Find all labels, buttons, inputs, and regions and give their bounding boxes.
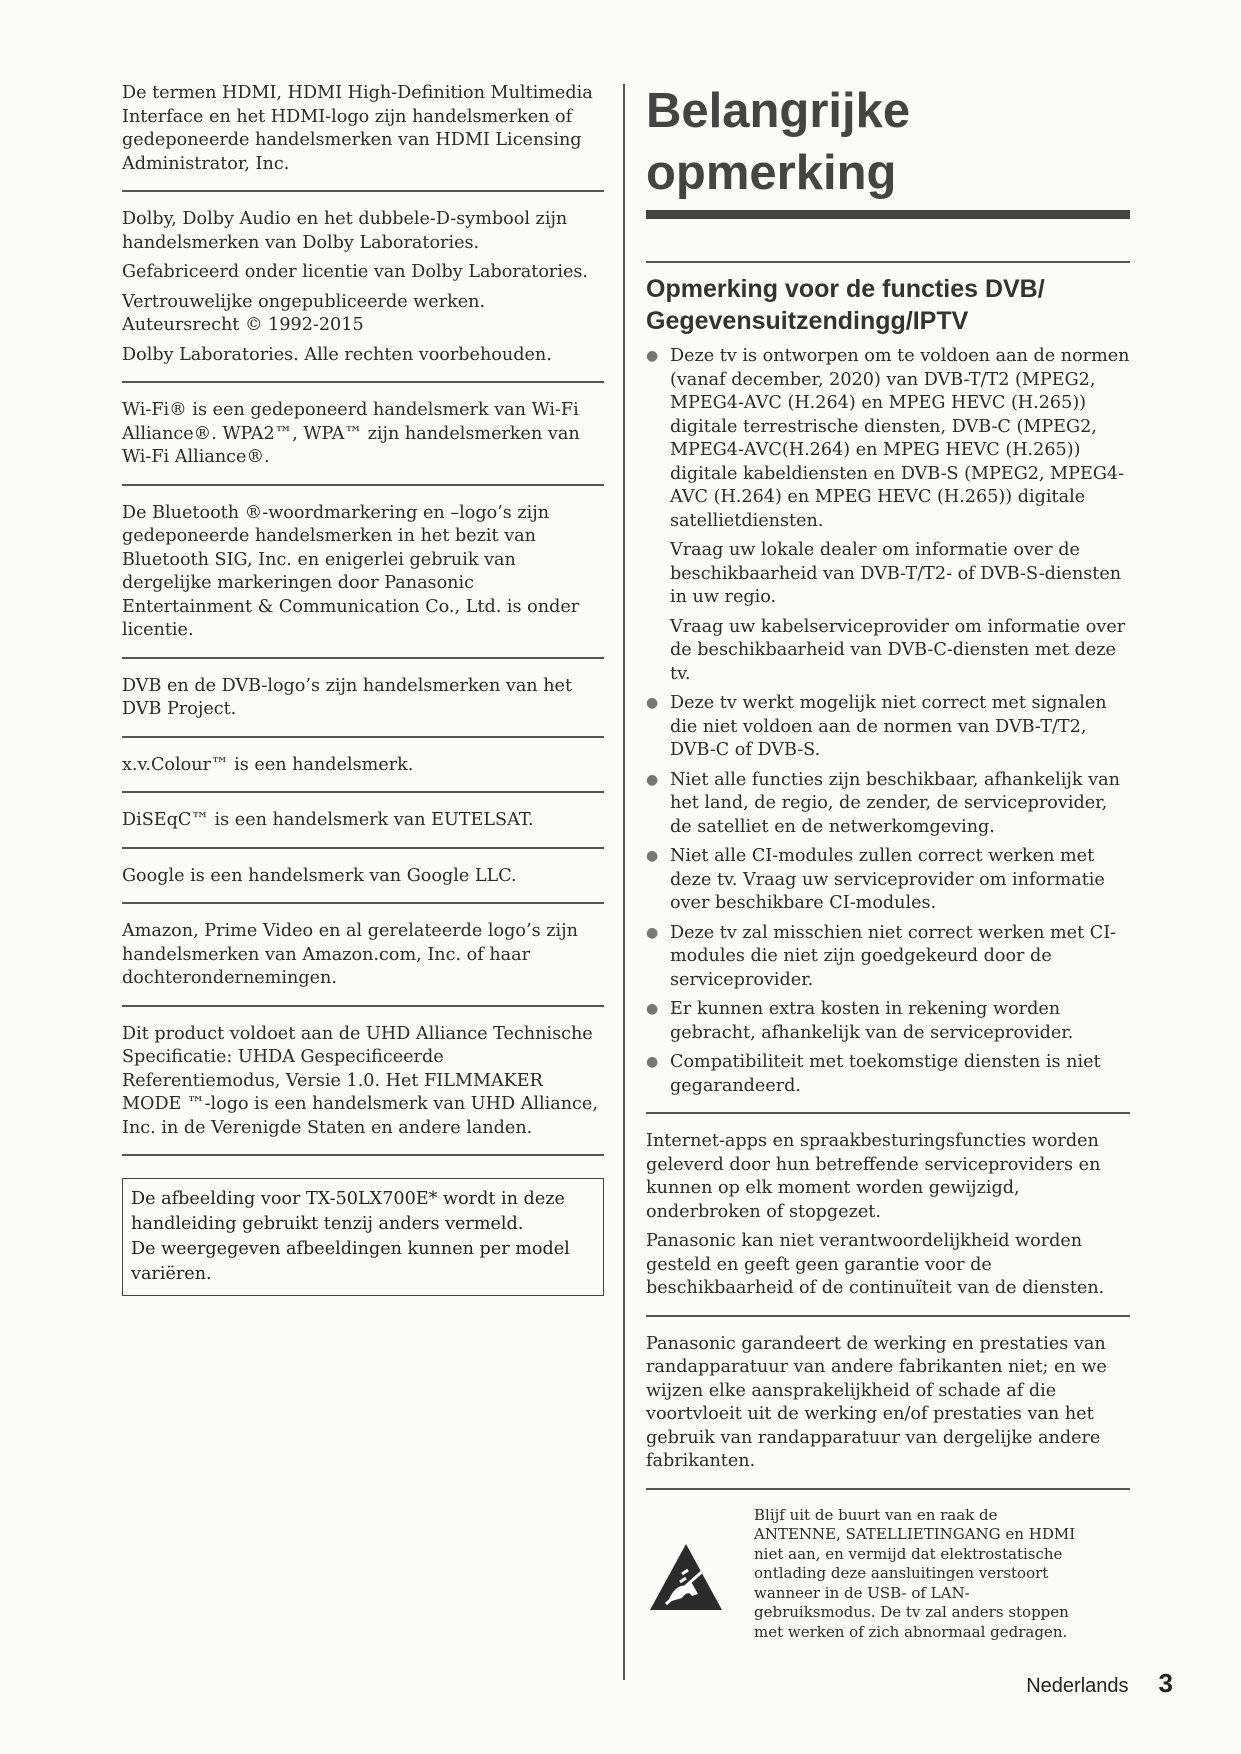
page-title-line: opmerking: [646, 146, 897, 200]
image-notice-box: [122, 1178, 604, 1296]
esd-warning-text: Blijf uit de buurt van en raak de ANTENNE, SATELLIETINGANG en HDMI niet aan, en vermijd dat elektrostatische ontlading deze aansluitingen verstoort wanneer in de USB- of LAN-gebruiksmodus. De tv zal anders stoppen met werken of zich abnormaal gedragen.: [754, 1505, 1076, 1641]
notes-column: [646, 82, 1130, 1642]
section-title: [646, 273, 1130, 337]
trademark-dolby: [122, 208, 604, 367]
trademark-google: [122, 865, 604, 889]
warranty-note: [646, 1333, 1130, 1474]
title-underline-bar: [646, 210, 1130, 219]
bullet-icon: ●: [646, 348, 659, 364]
list-item-text: Deze tv zal misschien niet correct werken met CI-modules die niet zijn goedgekeurd door de serviceprovider.: [670, 922, 1117, 990]
divider: [122, 657, 604, 659]
section-title-line: Gegevensuitzendingg/IPTV: [646, 307, 969, 335]
section-title-line: Opmerking voor de functies DVB/: [646, 275, 1045, 303]
list-item-text: Er kunnen extra kosten in rekening worden gebracht, afhankelijk van de serviceprovider.: [670, 999, 1074, 1043]
bullet-icon: ●: [646, 848, 659, 864]
bullet-icon: ●: [646, 1001, 659, 1017]
trademark-text: Vertrouwelijke ongepubliceerde werken. Auteursrecht © 1992-2015: [122, 291, 486, 335]
divider: [122, 791, 604, 793]
trademark-text: DVB en de DVB-logo’s zijn handelsmerken van het DVB Project.: [122, 675, 573, 719]
note-text: Internet-apps en spraakbesturingsfuncties worden geleverd door hun betreffende serviceproviders en kunnen op elk moment worden gewijzigd, onderbroken of stopgezet.: [646, 1131, 1101, 1222]
trademark-text: Dolby, Dolby Audio en het dubbele-D-symbool zijn handelsmerken van Dolby Laboratories.: [122, 209, 568, 253]
list-item-text: Niet alle CI-modules zullen correct werken met deze tv. Vraag uw serviceprovider om informatie over beschikbare CI-modules.: [670, 846, 1105, 913]
page-number: 3: [1158, 1668, 1173, 1698]
page-title-line: Belangrijke: [646, 84, 911, 138]
trademark-xvcolour: [122, 754, 604, 778]
trademark-text: Dit product voldoet aan de UHD Alliance Technische Specificatie: UHDA Gespecificeerde Referentiemodus, Versie 1.0. Het FILMMAKER MODE ™-logo is een handelsmerk van UHD Alliance, Inc. in de Verenigde Staten en andere landen.: [122, 1023, 598, 1138]
divider: [122, 1154, 604, 1156]
list-item-text: Niet alle functies zijn beschikbaar, afhankelijk van het land, de regio, de zender, de serviceprovider, de satelliet en de netwerkomgeving.: [670, 769, 1120, 837]
internet-apps-note: [646, 1130, 1130, 1301]
page-footer: [1026, 1668, 1173, 1699]
divider: [122, 847, 604, 849]
list-item-text: Deze tv is ontworpen om te voldoen aan de normen (vanaf december, 2020) van DVB-T/T2 (MPEG2, MPEG4-AVC (H.264) en MPEG HEVC (H.265)) digitale terrestrische diensten, DVB-C (MPEG2, MPEG4-AVC(H.264) en MPEG HEVC (H.265)) digitale kabeldiensten en DVB-S (MPEG2, MPEG4-AVC (H.264) en MPEG HEVC (H.265)) digitale satellietdiensten.: [670, 346, 1130, 531]
divider: [122, 190, 604, 192]
list-item: [646, 998, 1130, 1045]
trademark-uhd-alliance: [122, 1023, 604, 1141]
trademark-column: [122, 82, 604, 1296]
trademark-text: De termen HDMI, HDMI High-Definition Multimedia Interface en het HDMI-logo zijn handelsmerken of gedeponeerde handelsmerken van HDMI Licensing Administrator, Inc.: [122, 83, 593, 174]
sub-paragraph: Vraag uw kabelserviceprovider om informatie over de beschikbaarheid van DVB-C-diensten met deze tv.: [670, 616, 1126, 684]
list-item: [646, 345, 1130, 533]
divider: [646, 261, 1130, 263]
divider: [646, 1488, 1130, 1490]
footer-language: Nederlands: [1026, 1675, 1129, 1697]
trademark-text: Dolby Laboratories. Alle rechten voorbehouden.: [122, 344, 552, 365]
list-item: [646, 692, 1130, 763]
trademark-text: DiSEqC™ is een handelsmerk van EUTELSAT.: [122, 810, 534, 830]
column-divider: [623, 84, 625, 1680]
trademark-text: Amazon, Prime Video en al gerelateerde logo’s zijn handelsmerken van Amazon.com, Inc. of haar dochterondernemingen.: [122, 921, 578, 988]
trademark-text: Google is een handelsmerk van Google LLC.: [122, 865, 517, 886]
divider: [122, 484, 604, 486]
trademark-wifi: [122, 399, 604, 470]
divider: [122, 1005, 604, 1007]
list-item-text: Deze tv werkt mogelijk niet correct met signalen die niet voldoen aan de normen van DVB-T/T2, DVB-C of DVB-S.: [670, 693, 1107, 760]
divider: [122, 381, 604, 383]
trademark-text: De Bluetooth ®-woordmarkering en –logo’s zijn gedeponeerde handelsmerken in het bezit van Bluetooth SIG, Inc. en enigerlei gebruik van dergelijke markeringen door Panasonic Entertainment & Communication Co., Ltd. is onder licentie.: [122, 502, 580, 640]
list-item: [646, 769, 1130, 840]
dvb-notes-list-continued: [646, 692, 1130, 1098]
bullet-icon: ●: [646, 695, 659, 711]
note-text: Panasonic kan niet verantwoordelijkheid worden gesteld en geeft geen garantie voor de beschikbaarheid of de continuïteit van de diensten.: [646, 1231, 1105, 1298]
trademark-dvb: [122, 675, 604, 722]
trademark-amazon: [122, 920, 604, 991]
trademark-text: x.v.Colour™ is een handelsmerk.: [122, 754, 414, 775]
list-item: [646, 845, 1130, 916]
list-item: [646, 922, 1130, 993]
trademark-text: Gefabriceerd onder licentie van Dolby Laboratories.: [122, 262, 588, 282]
esd-warning-icon: [646, 1538, 726, 1618]
bullet-icon: ●: [646, 771, 659, 788]
divider: [122, 902, 604, 904]
divider: [646, 1112, 1130, 1114]
page-title: [646, 80, 1130, 204]
dvb-notes-list: [646, 345, 1130, 533]
notice-text: De afbeelding voor TX-50LX700E* wordt in deze handleiding gebruikt tenzij anders vermeld.: [131, 1189, 565, 1234]
trademark-bluetooth: [122, 502, 604, 643]
trademark-text: Wi-Fi® is een gedeponeerd handelsmerk van Wi-Fi Alliance®. WPA2™, WPA™ zijn handelsmerken van Wi-Fi Alliance®.: [122, 400, 580, 467]
divider: [122, 736, 604, 738]
bullet-icon: ●: [646, 1054, 659, 1070]
list-item-text: Compatibiliteit met toekomstige diensten is niet gegarandeerd.: [670, 1052, 1101, 1096]
note-text: Panasonic garandeert de werking en prestaties van randapparatuur van andere fabrikanten niet; en we wijzen elke aansprakelijkheid of schade af die voortvloeit uit de werking en/of prestaties van het gebruik van randapparatuur van dergelijke andere fabrikanten.: [646, 1333, 1107, 1471]
trademark-diseqc: [122, 809, 604, 833]
trademark-hdmi: [122, 82, 604, 176]
divider: [646, 1315, 1130, 1317]
sub-paragraph: Vraag uw lokale dealer om informatie over de beschikbaarheid van DVB-T/T2- of DVB-S-diensten in uw regio.: [670, 540, 1122, 607]
notice-text: De weergegeven afbeeldingen kunnen per model variëren.: [131, 1239, 570, 1284]
esd-warning: [646, 1506, 1130, 1643]
list-item: [646, 1051, 1130, 1098]
bullet-icon: ●: [646, 924, 659, 941]
